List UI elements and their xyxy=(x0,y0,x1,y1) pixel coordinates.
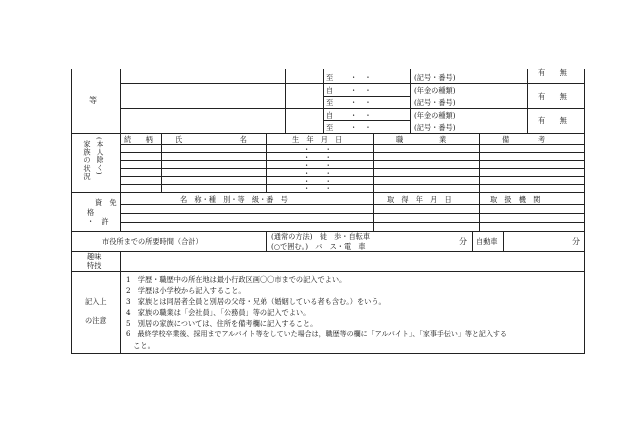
commute-unit-1: 分 xyxy=(459,237,467,246)
birth-dots: ・ ・ xyxy=(303,184,332,193)
birth-dots: ・ ・ xyxy=(303,177,332,186)
hobby-label-2: 特技 xyxy=(87,261,102,270)
license-label-2: 格 xyxy=(87,208,95,217)
commute-method-2: (○で囲む。) バ ス・電 車 xyxy=(271,242,366,251)
frame-bottom xyxy=(71,353,585,354)
note-item: こと。 xyxy=(126,341,155,350)
note-item: 1 学歴・職歴中の所在地は最小行政区画〇〇市までの記入でよい。 xyxy=(126,275,347,284)
license-label-1: 資 免 xyxy=(95,198,117,207)
header-occupation: 職 業 xyxy=(396,135,447,144)
header-relation: 続 柄 xyxy=(124,135,153,144)
birth-dots: ・ ・ xyxy=(303,153,332,162)
license-label-3: ・ 許 xyxy=(87,217,109,226)
commute-label: 市役所までの所要時間（合計） xyxy=(102,237,203,246)
status-option[interactable]: 有 無 xyxy=(538,68,567,77)
license-header-date: 取 得 年 月 日 xyxy=(387,195,452,204)
notes-label-1: 記入上 xyxy=(85,297,107,306)
hobby-label: 趣味 xyxy=(87,252,102,261)
car-label: 自動車 xyxy=(476,237,498,246)
family-label: 家族の状況 xyxy=(83,140,92,181)
license-header-agency: 取 扱 機 関 xyxy=(490,195,541,204)
birth-dots: ・ ・ xyxy=(303,169,332,178)
header-birth: 生 年 月 日 xyxy=(292,135,343,144)
status-option[interactable]: 有 無 xyxy=(538,92,567,101)
family-label-paren: (本人除く) xyxy=(95,137,103,176)
notes-label-2: の注意 xyxy=(85,316,107,325)
birth-dots: ・ ・ xyxy=(303,161,332,170)
frame-right xyxy=(584,69,585,354)
birth-dots: ・ ・ xyxy=(303,145,332,154)
note-item: 4 家族の職業は「会社員」、「公務員」等の記入でよい。 xyxy=(126,308,311,317)
frame-left xyxy=(71,69,72,354)
note-item: 6 最終学校卒業後、採用までアルバイト等をしていた場合は，職歴等の欄に「アルバイト」、「家事手伝い」等と記入する xyxy=(126,330,507,338)
commute-method-1: (通常の方法) 徒 歩・自転車 xyxy=(271,232,371,241)
note-item: 3 家族とは同居者全員と別居の父母・兄弟（婚姻している者も含む。）をいう。 xyxy=(126,297,386,306)
status-option[interactable]: 有 無 xyxy=(538,116,567,125)
career-label: 等 xyxy=(89,96,97,105)
license-header-name: 名 称・種 別・等 級・番 号 xyxy=(180,195,288,204)
note-item: 2 学歴は小学校から記入すること。 xyxy=(126,286,246,295)
commute-unit-2: 分 xyxy=(572,237,580,246)
header-name: 氏 名 xyxy=(175,135,247,144)
note-item: 5 別居の家族については、住所を備考欄に記入すること。 xyxy=(126,319,318,328)
header-remarks: 備 考 xyxy=(502,135,546,144)
